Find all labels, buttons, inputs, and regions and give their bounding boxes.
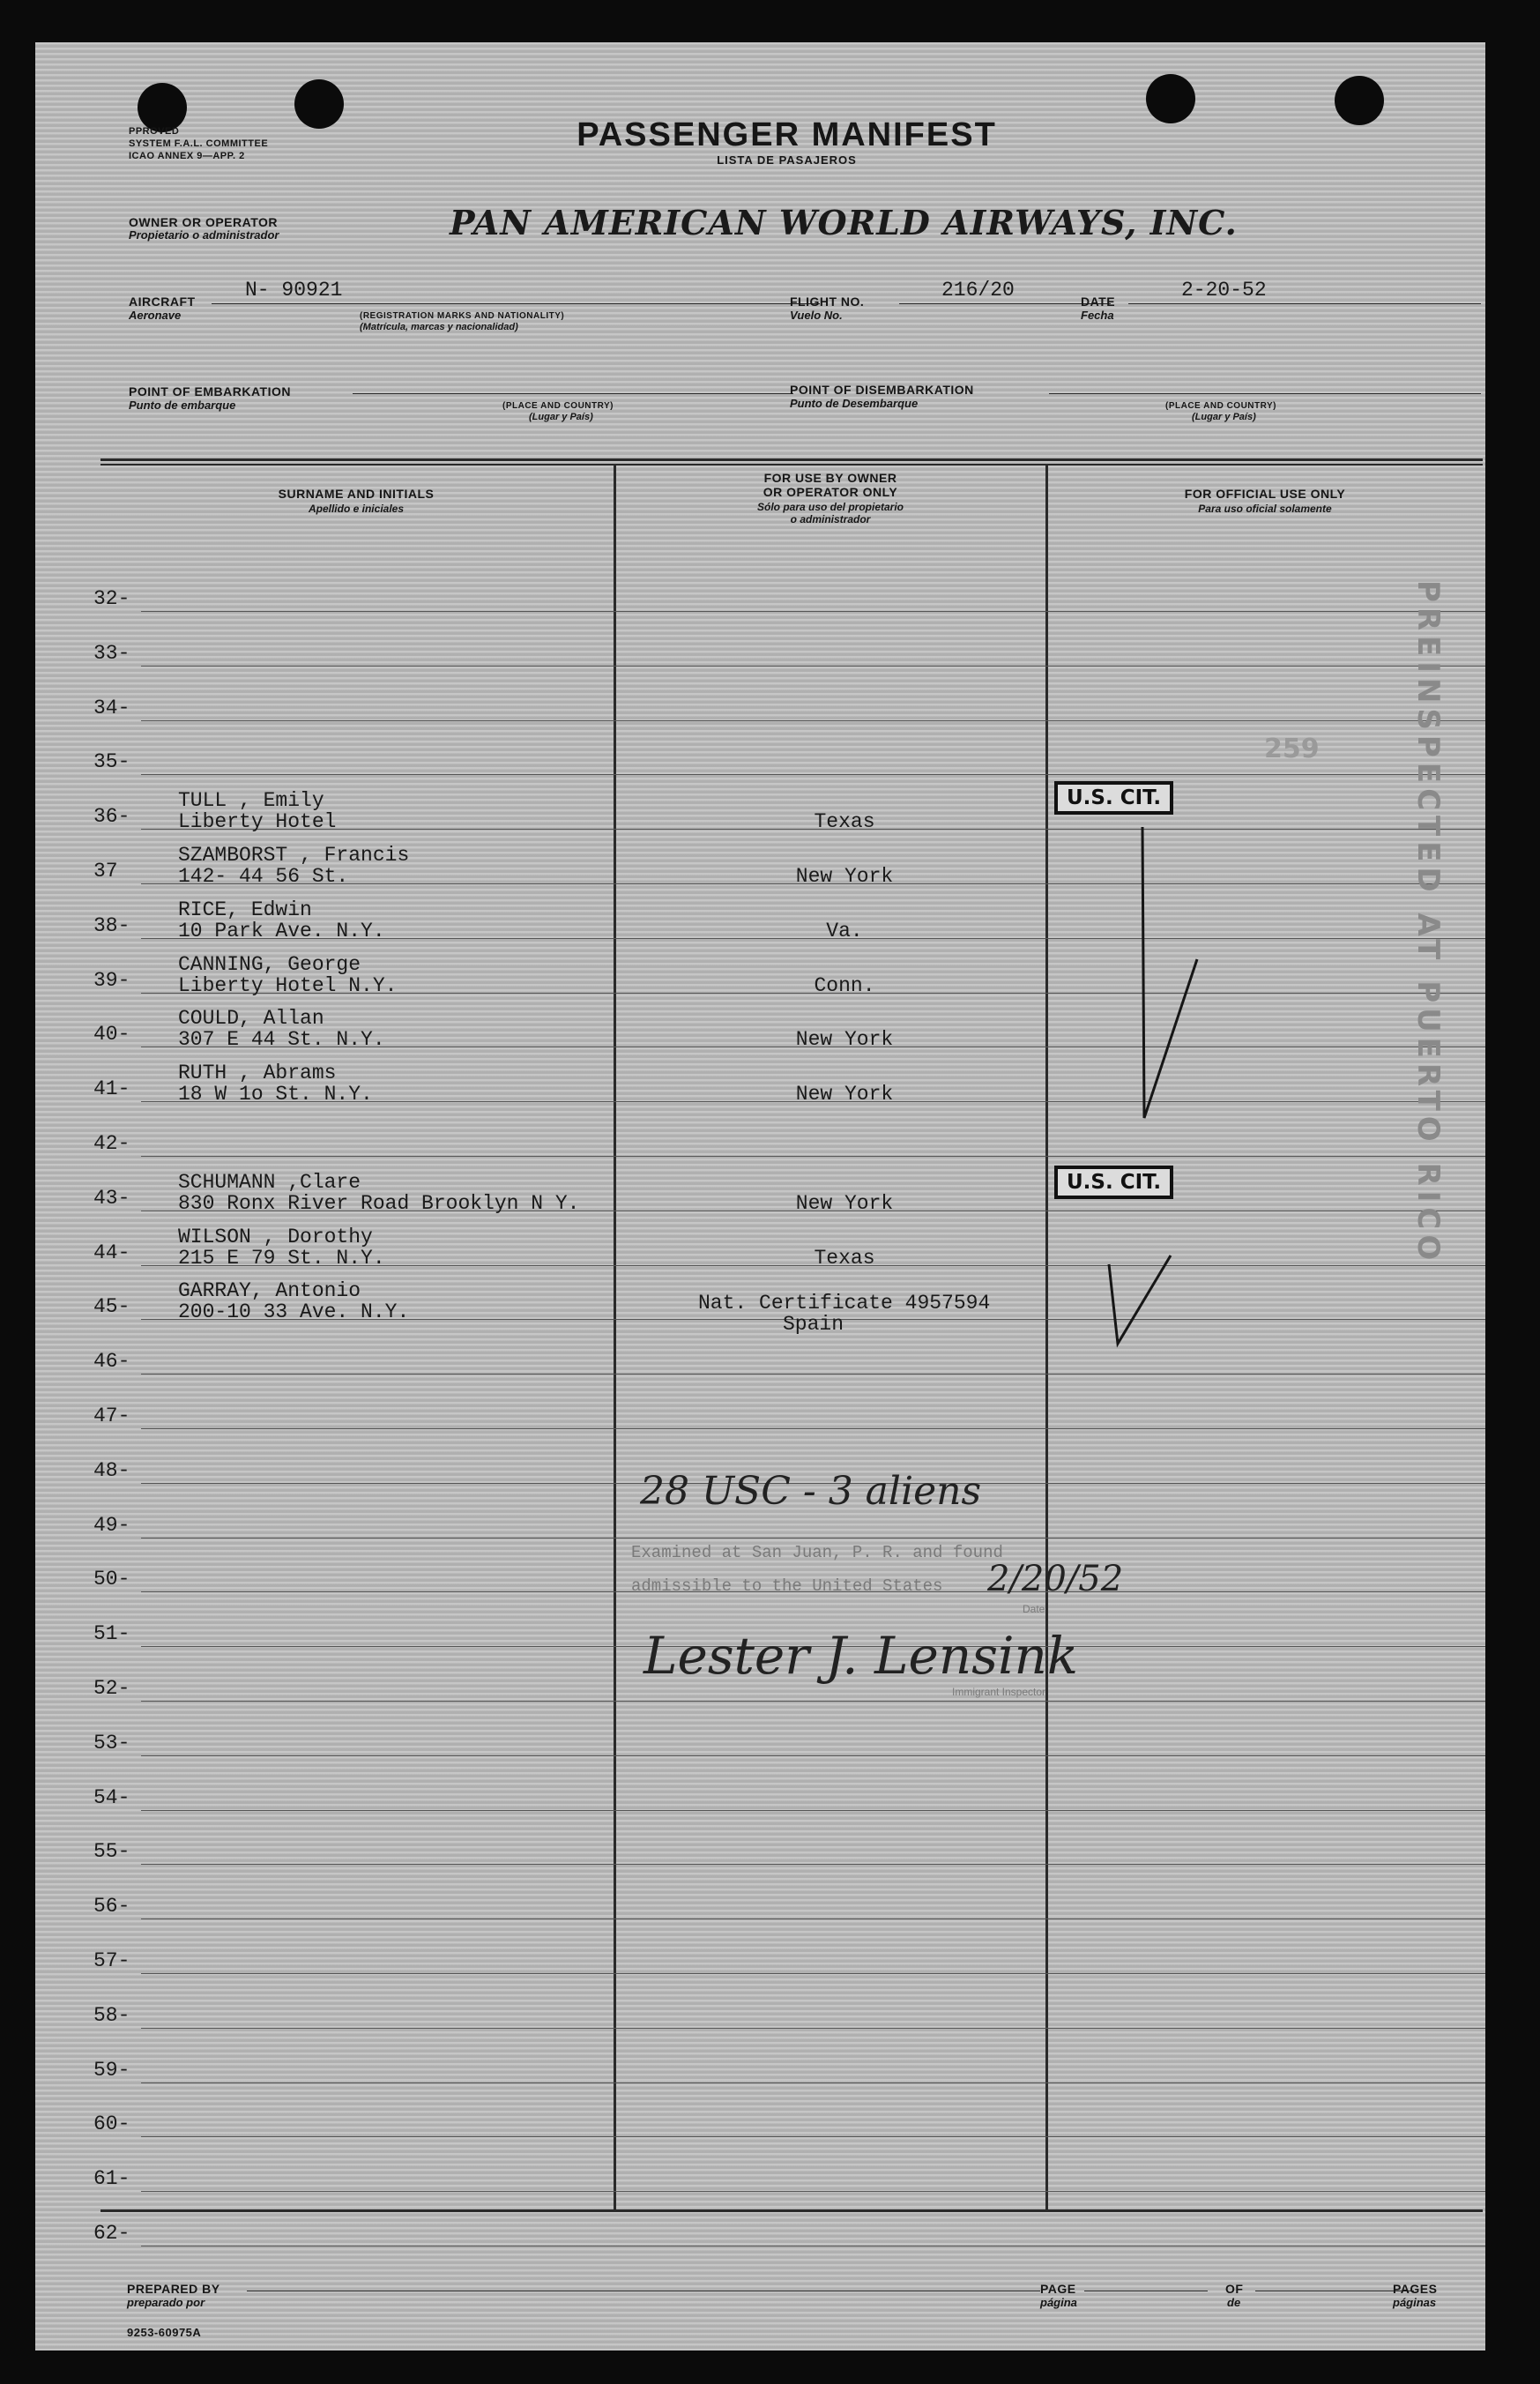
row-number: 46- (93, 1350, 130, 1374)
table-divider-2 (1045, 464, 1048, 2211)
embark-place-note: (PLACE AND COUNTRY) (502, 401, 614, 411)
col-header-owner-es-2: o administrador (790, 513, 871, 525)
check-mark-1 (1111, 827, 1225, 1136)
row-number: 36- (93, 805, 130, 829)
row-number: 37 (93, 860, 118, 883)
row-number: 45- (93, 1295, 130, 1319)
passenger-info: Va. (826, 919, 863, 942)
row-number: 57- (93, 1949, 130, 1972)
disembark-place-note: (PLACE AND COUNTRY) (1165, 401, 1276, 411)
signature-caption: Immigrant Inspector (952, 1686, 1046, 1698)
passenger-address: 10 Park Ave. N.Y. (178, 919, 385, 942)
date-value: 2-20-52 (1181, 279, 1267, 302)
row-line (141, 829, 1485, 830)
row-number: 49- (93, 1513, 130, 1537)
disembark-label-es: Punto de Desembarque (790, 397, 919, 410)
prepared-by-label: PREPARED BY (127, 2282, 220, 2296)
row-line (141, 1810, 1485, 1811)
passenger-info: New York (795, 1028, 894, 1052)
table-bottom-rule (100, 2209, 1483, 2212)
col-header-owner-es-1: Sólo para uso del propietario (756, 501, 904, 513)
disembark-underline (1049, 393, 1481, 394)
row-number: 50- (93, 1568, 130, 1591)
of-label: OF (1225, 2282, 1244, 2296)
row-line (141, 1918, 1485, 1919)
page-subtitle: LISTA DE PASAJEROS (717, 153, 857, 167)
col-header-official: FOR OFFICIAL USE ONLY (1184, 487, 1346, 501)
passenger-info: Nat. Certificate 4957594 (698, 1292, 991, 1315)
passenger-info: New York (795, 865, 894, 888)
row-line (141, 1973, 1485, 1974)
col-header-surname-es: Apellido e iniciales (308, 503, 405, 515)
passenger-address: Liberty Hotel (178, 810, 337, 834)
passenger-name: CANNING, George (178, 952, 361, 976)
passenger-address: 307 E 44 St. N.Y. (178, 1028, 385, 1052)
embark-label: POINT OF EMBARKATION (129, 384, 291, 399)
flight-label: FLIGHT NO. (790, 294, 865, 309)
registration-note: (REGISTRATION MARKS AND NATIONALITY) (360, 311, 565, 321)
row-number: 52- (93, 1677, 130, 1700)
row-number: 35- (93, 750, 130, 774)
date-underline (1128, 303, 1481, 304)
row-number: 40- (93, 1023, 130, 1047)
us-citizen-stamp-1: U.S. CIT. (1054, 781, 1173, 815)
row-number: 48- (93, 1458, 130, 1482)
passenger-name: TULL , Emily (178, 789, 324, 813)
passenger-address: 142- 44 56 St. (178, 865, 349, 888)
row-line (141, 1428, 1485, 1429)
row-number: 42- (93, 1132, 130, 1155)
check-mark-2 (1100, 1211, 1188, 1352)
page-label-es: página (1040, 2296, 1077, 2309)
row-line (141, 2082, 1485, 2083)
passenger-address: 830 Ronx River Road Brooklyn N Y. (178, 1191, 580, 1215)
pages-label: PAGES (1393, 2282, 1438, 2296)
registration-note-es: (Matrícula, marcas y nacionalidad) (360, 322, 518, 332)
aircraft-underline (212, 303, 820, 304)
us-citizen-stamp-2: U.S. CIT. (1054, 1166, 1173, 1199)
owner-label-es: Propietario o administrador (129, 228, 279, 242)
row-number: 56- (93, 1895, 130, 1918)
row-number: 34- (93, 696, 130, 719)
aircraft-label: AIRCRAFT (129, 294, 196, 309)
pages-label-es: páginas (1393, 2296, 1437, 2309)
row-line (141, 720, 1485, 721)
preinspected-stamp: PREINSPECTED AT PUERTO RICO (1410, 580, 1446, 1266)
passenger-info: Texas (814, 810, 875, 834)
passenger-name: WILSON , Dorothy (178, 1225, 373, 1248)
owner-label: OWNER OR OPERATOR (129, 215, 278, 229)
row-number: 51- (93, 1622, 130, 1646)
embark-place-note-es: (Lugar y País) (529, 412, 593, 422)
examined-line-2: admissible to the United States (631, 1576, 943, 1596)
disembark-place-note-es: (Lugar y País) (1192, 412, 1256, 422)
disembark-label: POINT OF DISEMBARKATION (790, 383, 974, 397)
approved-note: PPROVED SYSTEM F.A.L. COMMITTEE ICAO ANNEX 9—APP. 2 (129, 126, 269, 161)
page-label: PAGE (1040, 2282, 1076, 2296)
passenger-address: 215 E 79 St. N.Y. (178, 1246, 385, 1270)
official-number: 259 (1264, 734, 1320, 764)
table-top-rule-2 (100, 464, 1483, 466)
row-line (141, 1864, 1485, 1865)
examined-line-1: Examined at San Juan, P. R. and found (631, 1543, 1003, 1562)
form-code: 9253-60975A (127, 2326, 202, 2339)
row-line (141, 611, 1485, 612)
embark-underline (353, 393, 793, 394)
row-line (141, 1755, 1485, 1756)
passenger-info: New York (795, 1083, 894, 1106)
row-number: 47- (93, 1404, 130, 1427)
embark-label-es: Punto de embarque (129, 399, 236, 412)
row-number: 59- (93, 2058, 130, 2082)
passenger-info: Texas (814, 1246, 875, 1270)
table-top-rule (100, 458, 1483, 461)
row-number: 43- (93, 1186, 130, 1210)
flight-value: 216/20 (941, 279, 1015, 302)
col-header-owner-2: OR OPERATOR ONLY (763, 485, 898, 499)
passenger-address: Liberty Hotel N.Y. (178, 973, 398, 997)
row-number: 41- (93, 1077, 130, 1101)
prepared-by-label-es: preparado por (127, 2296, 205, 2309)
row-line (141, 2136, 1485, 2137)
owner-value: PAN AMERICAN WORLD AIRWAYS, INC. (450, 203, 1238, 242)
date-label: DATE (1081, 294, 1116, 309)
page-title: PASSENGER MANIFEST (577, 116, 997, 153)
row-line (141, 774, 1485, 775)
passenger-info: New York (795, 1191, 894, 1215)
passenger-name: SZAMBORST , Francis (178, 844, 410, 867)
manifest-paper (35, 42, 1485, 2350)
date-caption: Date (1023, 1603, 1045, 1615)
row-line (141, 2191, 1485, 2192)
row-number: 60- (93, 2112, 130, 2136)
flight-underline (899, 303, 1111, 304)
passenger-info: Conn. (814, 973, 875, 997)
passenger-address: 18 W 1o St. N.Y. (178, 1083, 373, 1106)
handwritten-note: 28 USC - 3 aliens (640, 1469, 982, 1514)
aircraft-label-es: Aeronave (129, 309, 182, 322)
row-number: 32- (93, 587, 130, 610)
examined-date: 2/20/52 (987, 1559, 1124, 1599)
of-label-es: de (1227, 2296, 1241, 2309)
passenger-name: RUTH , Abrams (178, 1062, 337, 1085)
passenger-address: 200-10 33 Ave. N.Y. (178, 1300, 410, 1324)
col-header-owner-1: FOR USE BY OWNER (763, 471, 897, 485)
flight-label-es: Vuelo No. (790, 309, 843, 322)
aircraft-value: N- 90921 (245, 279, 343, 302)
col-header-surname: SURNAME AND INITIALS (278, 487, 435, 501)
row-number: 39- (93, 968, 130, 992)
passenger-name: COULD, Allan (178, 1007, 324, 1031)
col-header-official-es: Para uso oficial solamente (1198, 503, 1332, 515)
passenger-name: RICE, Edwin (178, 898, 312, 921)
row-number: 38- (93, 913, 130, 937)
row-number: 61- (93, 2167, 130, 2191)
row-number: 54- (93, 1785, 130, 1809)
row-line (141, 1701, 1485, 1702)
row-number: 44- (93, 1240, 130, 1264)
table-divider-1 (614, 464, 616, 2211)
passenger-name: GARRAY, Antonio (178, 1279, 361, 1303)
passenger-info-2: Spain (783, 1313, 844, 1337)
row-number: 62- (93, 2222, 130, 2245)
row-line (141, 1156, 1485, 1157)
date-label-es: Fecha (1081, 309, 1114, 322)
row-number: 58- (93, 2003, 130, 2027)
passenger-name: SCHUMANN ,Clare (178, 1170, 361, 1194)
row-line (141, 1374, 1485, 1375)
row-number: 55- (93, 1840, 130, 1864)
row-line (141, 2028, 1485, 2029)
inspector-signature: Lester J. Lensink (644, 1626, 1079, 1686)
row-number: 53- (93, 1731, 130, 1754)
row-number: 33- (93, 641, 130, 665)
row-line (141, 666, 1485, 667)
